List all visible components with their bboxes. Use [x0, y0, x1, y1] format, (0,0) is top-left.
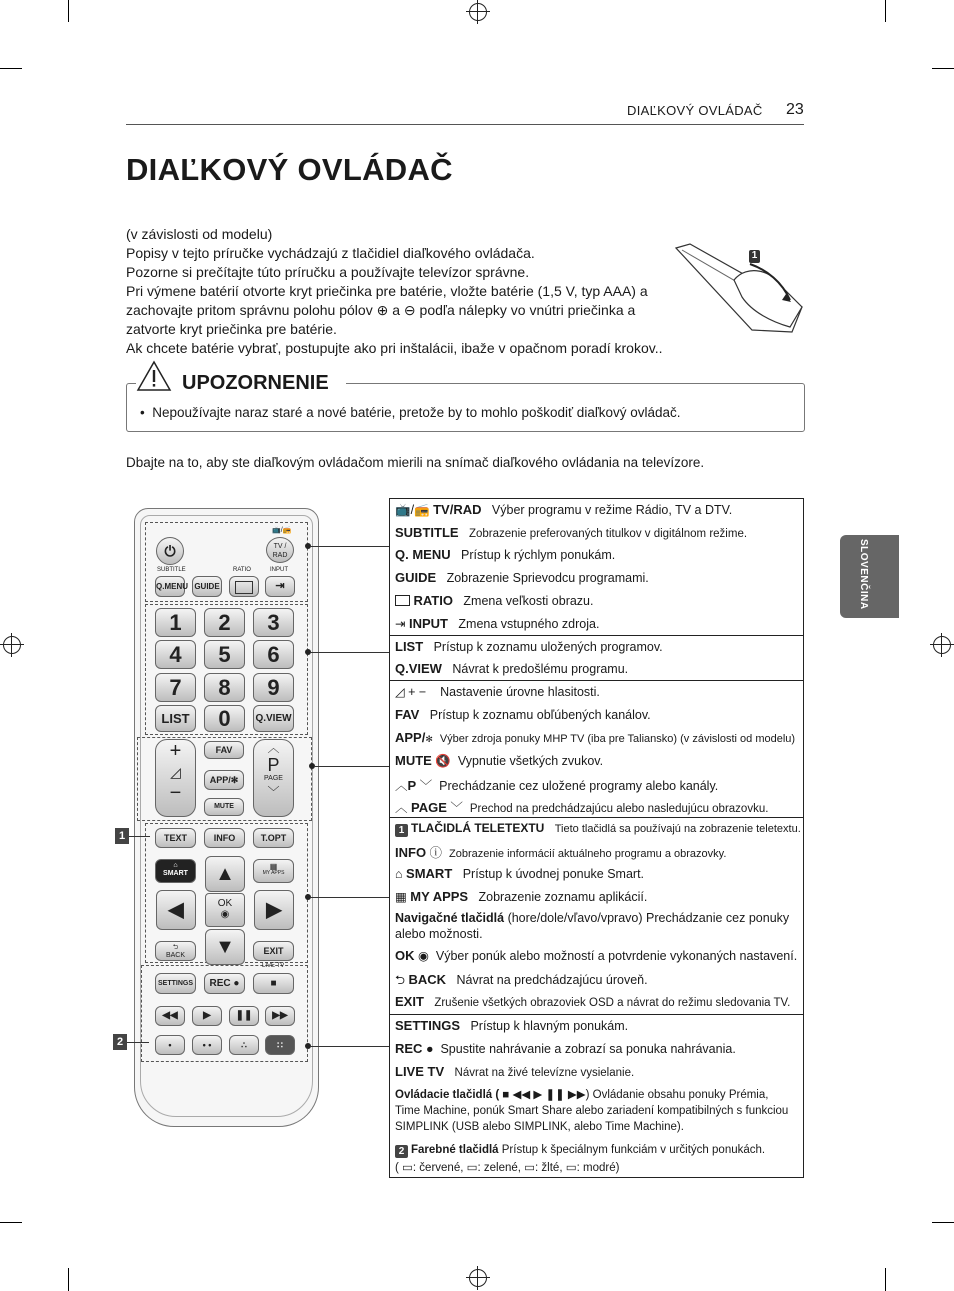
callout-1: 1: [115, 828, 129, 844]
home-icon: ⌂: [395, 867, 403, 881]
digit-button-1[interactable]: 1: [155, 608, 196, 637]
row-ratio: RATIO Zmena veľkosti obrazu.: [395, 593, 799, 608]
ok-circle-icon: ◉: [417, 949, 429, 963]
rewind-button[interactable]: [155, 1006, 185, 1026]
green-key-icon: ▭: [466, 1162, 478, 1174]
ratio-icon: [395, 595, 410, 606]
volume-icon: ◿ + −: [395, 685, 427, 699]
row-myapps: ▦ MY APPS Zobrazenie zoznamu aplikácií.: [395, 889, 648, 904]
crop-mark: [932, 68, 954, 69]
red-button[interactable]: [155, 1035, 185, 1055]
row-info: INFO ⓘ Zobrazenie informácií aktuálneho programu a obrazovky.: [395, 845, 727, 860]
record-dot-icon: ●: [425, 1042, 434, 1056]
row-back: ⮌ BACK Návrat na predchádzajúcu úroveň.: [395, 972, 648, 987]
volume-down-icon: −: [169, 782, 182, 804]
volume-icon: ◿: [170, 764, 181, 780]
crop-mark: [885, 0, 886, 22]
row-controls: Ovládacie tlačidlá ( ■ ◀◀ ▶ ❚❚ ▶▶) Ovládanie obsahu ponuky Prémia,: [395, 1089, 769, 1101]
yellow-key-icon: ▭: [524, 1162, 536, 1174]
header-rule: [126, 124, 804, 125]
page-title: DIAĽKOVÝ OVLÁDAČ: [126, 152, 453, 187]
pause-button[interactable]: [229, 1006, 259, 1026]
input-icon: ⇥: [395, 617, 406, 631]
crop-mark: [932, 1222, 954, 1223]
chevron-down-icon: ﹀: [267, 785, 280, 799]
asterisk-icon: ✻: [425, 734, 433, 744]
ok-button[interactable]: OK ◉: [205, 893, 245, 927]
red-dot-icon: •: [168, 1040, 172, 1050]
playback-controls-icons: ■ ◀◀ ▶ ❚❚ ▶▶: [502, 1089, 586, 1101]
row-fav: FAV Prístup k zoznamu obľúbených kanálov.: [395, 707, 651, 722]
warning-header: [136, 360, 346, 392]
leader-line: [310, 546, 390, 547]
row-volume: ◿ + − Nastavenie úrovne hlasitosti.: [395, 685, 600, 699]
digit-button-5[interactable]: 5: [204, 640, 245, 669]
row-color-keys: ( ▭: červené, ▭: zelené, ▭: žlté, ▭: modré): [395, 1162, 620, 1174]
registration-mark-icon: [3, 636, 21, 654]
arrow-up-icon: ▲: [215, 863, 235, 885]
section-list: [390, 635, 803, 681]
chevron-down-icon: ﹀: [419, 779, 433, 793]
settings-button[interactable]: SETTINGS: [155, 973, 196, 994]
fast-forward-button[interactable]: [265, 1006, 295, 1026]
tvrad-button[interactable]: TV / RAD: [266, 537, 294, 563]
chevron-up-icon: ︿: [267, 741, 280, 755]
apps-grid-icon: ▦: [395, 890, 407, 904]
page-number: 23: [786, 101, 804, 118]
intro-text: (v závislosti od modelu) Popisy v tejto príručke vychádzajú z tlačidiel diaľkového ovládača. Pozorne si prečítajte túto príručku a používajte televízor správne. Pri výmene batérií otvorte kryt priečinka pre batérie, vložte batérie (1,5 V, typ AAA) a zachovajte pritom správnu polohu pólov ⊕ a ⊖ podľa nálepky vo vnútri priečinka a zatvorte kryt priečinka pre batérie. Ak chcete batérie vybrať, postupujte ako pri inštalácii, ibaže v opačnom poradí krokov..: [126, 226, 663, 356]
topt-button[interactable]: T.OPT: [253, 828, 294, 848]
language-tab: SLOVENČINA: [840, 535, 899, 618]
leader-line: [310, 1046, 390, 1047]
apps-grid-icon: ▦: [269, 862, 278, 871]
input-icon: ⇥: [275, 580, 285, 592]
red-key-icon: ▭: [402, 1162, 413, 1174]
leader-line: [314, 766, 390, 767]
digit-button-6[interactable]: 6: [253, 640, 294, 669]
mute-icon: 🔇: [435, 754, 451, 768]
row-programme: ︿P ﹀ Prechádzanie cez uložené programy alebo kanály.: [395, 778, 719, 793]
app-button[interactable]: APP/✻: [204, 770, 244, 790]
registration-mark-icon: [933, 636, 951, 654]
down-arrow-button[interactable]: [205, 929, 245, 965]
row-navigation: Navigačné tlačidlá (hore/dole/vľavo/vpravo) Prechádzanie cez ponuky: [395, 911, 790, 925]
subtitle-label: SUBTITLE: [157, 567, 186, 573]
row-smart: ⌂ SMART Prístup k úvodnej ponuke Smart.: [395, 866, 645, 881]
row-page: ︿ PAGE ﹀ Prechod na predchádzajúcu alebo nasledujúcu obrazovku.: [395, 800, 769, 815]
back-button[interactable]: ⮌ BACK: [155, 941, 196, 961]
leader-line: [310, 897, 390, 898]
row-tvrad: 📺/📻 TV/RAD Výber programu v režime Rádio, TV a DTV.: [395, 502, 733, 517]
row-settings: SETTINGS Prístup k hlavným ponukám.: [395, 1018, 629, 1033]
back-arrow-icon: ⮌: [395, 973, 406, 987]
ratio-button[interactable]: [229, 576, 259, 597]
digit-button-3[interactable]: 3: [253, 608, 294, 637]
up-arrow-button[interactable]: [205, 856, 245, 892]
blue-key-icon: ▭: [565, 1162, 577, 1174]
chevron-up-icon: ︿: [395, 779, 408, 793]
volume-up-icon: +: [169, 740, 182, 762]
left-arrow-button[interactable]: [156, 890, 196, 930]
volume-rocker[interactable]: [155, 739, 196, 817]
rewind-icon: ◀◀: [162, 1010, 178, 1021]
arrow-down-icon: ▼: [215, 936, 235, 958]
blue-dots-icon: ∷: [277, 1040, 283, 1050]
home-icon: ⌂: [173, 862, 178, 869]
chevron-up-icon: ︿: [395, 801, 408, 815]
leader-line: [310, 652, 390, 653]
row-guide: GUIDE Zobrazenie Sprievodcu programami.: [395, 570, 649, 585]
input-label: INPUT: [270, 567, 288, 573]
green-dots-icon: • •: [202, 1040, 212, 1050]
row-app: APP/✻ Výber zdroja ponuky MHP TV (iba pre Taliansko) (v závislosti od modelu): [395, 730, 796, 745]
arrow-right-icon: ▶: [266, 899, 282, 921]
power-button[interactable]: [156, 537, 184, 565]
back-arrow-icon: ⮌: [172, 944, 179, 951]
green-button[interactable]: [192, 1035, 222, 1055]
step-number: 1: [751, 250, 758, 261]
registration-mark-icon: [469, 1269, 487, 1287]
tv-radio-icon: 📺/📻: [395, 503, 430, 517]
callout-line: [129, 836, 150, 837]
right-arrow-button[interactable]: [254, 890, 294, 930]
play-icon: ▶: [203, 1010, 211, 1021]
section-volume: [390, 680, 803, 817]
row-teletext: 1 TLAČIDLÁ TELETEXTU Tieto tlačidlá sa používajú na zobrazenie teletextu.: [395, 821, 799, 837]
section-playback: [390, 1014, 803, 1178]
input-button[interactable]: [265, 576, 295, 597]
qview-button[interactable]: Q.VIEW: [253, 705, 294, 732]
button-description-table: [389, 498, 804, 1178]
row-subtitle: SUBTITLE Zobrazenie preferovaných titulkov v digitálnom režime.: [395, 525, 748, 540]
running-title: DIAĽKOVÝ OVLÁDAČ: [627, 103, 763, 118]
stop-icon: ■: [270, 978, 277, 989]
row-livetv: LIVE TV Návrat na živé televízne vysielanie.: [395, 1064, 635, 1079]
chevron-down-icon: ﹀: [450, 801, 463, 815]
crop-mark: [885, 1268, 886, 1291]
row-exit: EXIT Zrušenie všetkých obrazoviek OSD a návrat do režimu sledovania TV.: [395, 994, 791, 1009]
row-mute: MUTE 🔇 Vypnutie všetkých zvukov.: [395, 753, 604, 768]
guide-button[interactable]: GUIDE: [192, 576, 222, 597]
row-qmenu: Q. MENU Prístup k rýchlym ponukám.: [395, 547, 616, 562]
row-input: ⇥ INPUT Zmena vstupného zdroja.: [395, 616, 600, 631]
blue-button[interactable]: [265, 1035, 295, 1055]
programme-rocker[interactable]: ︿ P PAGE ﹀: [253, 739, 294, 817]
battery-cover-illustration: [672, 242, 807, 337]
callout-2: 2: [113, 1034, 127, 1050]
ratio-label: RATIO: [233, 567, 251, 573]
row-list: LIST Prístup k zoznamu uložených programov.: [395, 639, 663, 654]
yellow-dots-icon: ∴: [241, 1040, 247, 1050]
row-controls-cont: Time Machine, ponúk Smart Share alebo zariadení kompatibilných s funkciou: [395, 1105, 789, 1117]
power-icon: ⏻: [164, 543, 176, 559]
crop-mark: [0, 68, 22, 69]
row-controls-cont: SIMPLINK (USB alebo SIMPLINK, alebo Time Machine).: [395, 1121, 684, 1133]
crop-mark: [0, 1222, 22, 1223]
info-icon: ⓘ: [429, 846, 443, 860]
row-qview: Q.VIEW Návrat k predošlému programu.: [395, 661, 629, 676]
info-button[interactable]: INFO: [204, 828, 245, 848]
text-button[interactable]: TEXT: [155, 828, 196, 848]
rec-button[interactable]: REC ●: [204, 973, 245, 994]
tvrad-icon: 📺/📻: [272, 527, 292, 534]
ratio-icon: [235, 581, 253, 594]
fav-button[interactable]: FAV: [204, 741, 244, 759]
yellow-button[interactable]: [229, 1035, 259, 1055]
row-navigation-cont: alebo možnosti.: [395, 927, 483, 941]
play-button[interactable]: [192, 1006, 222, 1026]
pause-icon: ❚❚: [235, 1010, 253, 1021]
row-rec: REC ● Spustite nahrávanie a zobrazí sa ponuka nahrávania.: [395, 1041, 736, 1056]
mute-button[interactable]: MUTE: [204, 798, 244, 816]
stop-button[interactable]: [253, 973, 294, 994]
crop-mark: [68, 1268, 69, 1291]
digit-button-8[interactable]: 8: [204, 673, 245, 702]
section-navigation: [390, 817, 803, 1014]
digit-button-7[interactable]: 7: [155, 673, 196, 702]
list-button[interactable]: LIST: [155, 705, 196, 732]
exit-button[interactable]: EXIT: [253, 941, 294, 961]
warning-triangle-icon: [136, 360, 172, 392]
row-ok: OK ◉ Výber ponúk alebo možností a potvrdenie vykonaných nastavení.: [395, 948, 798, 963]
digit-button-4[interactable]: 4: [155, 640, 196, 669]
callout-line: [127, 1042, 149, 1043]
livetv-label: LIVE TV: [262, 963, 285, 969]
record-dot-icon: ●: [233, 978, 240, 989]
row-color: 2 Farebné tlačidlá Prístup k špeciálnym funkciám v určitých ponukách.: [395, 1144, 799, 1158]
digit-button-9[interactable]: 9: [253, 673, 294, 702]
aim-instruction: Dbajte na to, aby ste diaľkovým ovládačom mierili na snímač diaľkového ovládania na televízore.: [126, 455, 705, 470]
ok-circle-icon: ◉: [220, 909, 230, 920]
smart-button[interactable]: ⌂ SMART: [155, 859, 196, 883]
digit-button-2[interactable]: 2: [204, 608, 245, 637]
warning-title: UPOZORNENIE: [182, 372, 329, 394]
digit-button-0[interactable]: 0: [204, 705, 245, 732]
registration-mark-icon: [469, 3, 487, 21]
minus-pole-icon: ⊖: [403, 302, 416, 318]
warning-text: • Nepoužívajte naraz staré a nové batérie, pretože by to mohlo poškodiť diaľkový ovládač.: [140, 405, 681, 420]
plus-pole-icon: ⊕: [376, 302, 389, 318]
fast-forward-icon: ▶▶: [272, 1010, 288, 1021]
qmenu-button[interactable]: Q.MENU: [155, 576, 185, 597]
myapps-button[interactable]: ▦ MY APPS: [253, 859, 294, 883]
crop-mark: [68, 0, 69, 22]
arrow-left-icon: ◀: [168, 899, 184, 921]
